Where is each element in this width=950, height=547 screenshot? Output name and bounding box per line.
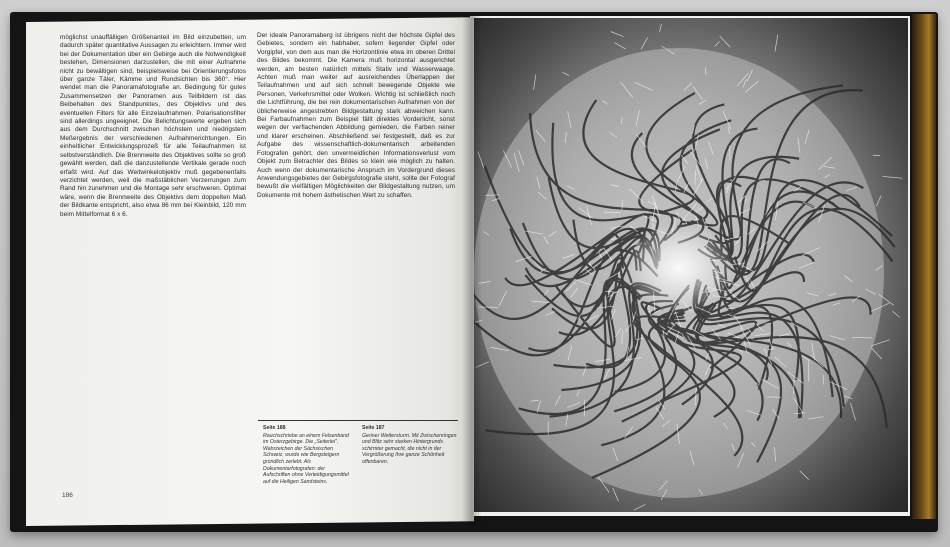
- caption-body: Rauchschriebe an einem Felsenband im Osterzgebirge. Die „Seiterlei", Wahrzeichen der Sächsischen Schweiz, wurde wie Bergsteigern gründlich zerlebt. Als Dokumentarfotografen: der Aufschriften ohne Verteidigungsmittel auf die Heiligen Sandsteins.: [263, 432, 349, 485]
- caption-page-188: [263, 425, 353, 485]
- caption-body: Geriner Wettersturm. Mit Zwischenringen und Blitz sehr starken Hintergrunds schirmter gemacht, die nicht in der Vergrößerung Ihre ganze Schönheit offenbaren.: [362, 432, 457, 465]
- body-text-column-2: Der ideale Panoramaberg ist übrigens nicht der höchste Gipfel des Gebietes, sondern ein habhaber, sofern liegender Gipfel oder Vorgipfel, von dem aus man die Horizontlinie etwa im oberen Drittel des Bildes bekommt. Die Kamera muß horizontal ausgerichtet werden, am besten natürlich mittels Stativ und Wasserwaage. Achten muß man weiter auf ausreichendes Überlappen der Teilaufnahmen und auf sich schnell bewegende Objekte wie Personen, Verkehrsmittel oder Wolken. Wichtig ist schließlich noch die Lichtführung, die bei rein dokumentarischen Aufnahmen von der üblicherweise angestrebten Bildgestaltung stark abweichen kann. Bei Farbaufnahmen zum Beispiel fällt direktes Vorderlicht, sonst wegen der verflachenden Abbildung gemieden, die Farben reiner und klarer erscheinen. Abschließend sei festgestellt, daß es zur Aufgabe des wissenschaftlich-dokumentarisch arbeitenden Fotografen gehört, den unvermeidlichen Informationsverlust vom Objekt zum Betrachter des Bildes so klein wie möglich zu halten. Auch wenn der dokumentarische Anspruch im Vordergrund dieses Anwendungsgebietes der Gebirgsfotografie steht, sollte der Fotograf bewußt die vielfältigen Möglichkeiten der Bildgestaltung nutzen, um Dokumente mit hohem ästhetischen Wert zu schaffen.: [257, 32, 455, 199]
- caption-title: Seite 188: [263, 425, 286, 431]
- book-gutter: [462, 16, 482, 526]
- caption-page-187: [362, 425, 458, 466]
- seed-head-photo: [474, 18, 908, 512]
- caption-rule: [258, 420, 458, 421]
- book-cover-edge: [912, 14, 936, 519]
- caption-title: Seite 187: [362, 425, 385, 431]
- body-text-column-1: möglichst unauffälligen Größenanteil im Bild einzubetten, um dadurch später quantitative Aussagen zu erleichtern. Immer wird bei der Dokumentation über ein Gebirge auch die Notwendigkeit bestehen, Dimensionen darzustellen, die mit einer Aufnahme nicht zu bewältigen sind, beispielsweise bei Orientierungsfotos über ganze Täler, Kämme und Rundsichten bis 360°. Hier wendet man die Panoramafotografie an. Bedingung für gutes Zusammensetzen der Panoramen aus Teilbildern ist das Beibehalten des Standpunktes, des Objektivs und des eventuellen Filters für alle Einzelaufnahmen. Polarisationsfilter sind allerdings ungeeignet. Die Belichtungswerte ergeben sich aus dem Durchschnitt zwischen höchstem und niedrigstem Meßergebnis der verschiedenen Aufnahmerichtungen. Ein einheitlicher Entwicklungsprozeß für alle Teilaufnahmen ist selbstverständlich. Die Brennweite des Objektives sollte so groß gewählt werden, daß die danzustellende Vertikale gerade noch erfaßt wird. Auf das Weitwinkelobjektiv muß gegebenenfalls verzichtet werden, weil die maßstäblichen Verzerrungen zum Rand hin zunehmen und die Montage sehr erschweren. Optimal wäre, wenn die Brennweite des Objektivs dem doppelten Maß der Bildkante entspricht, also etwa 86 mm bei Kleinbild, 120 mm beim Mittelformat 6 x 6.: [60, 34, 246, 218]
- seed-head-image: [474, 18, 908, 512]
- page-number: 186: [62, 492, 73, 499]
